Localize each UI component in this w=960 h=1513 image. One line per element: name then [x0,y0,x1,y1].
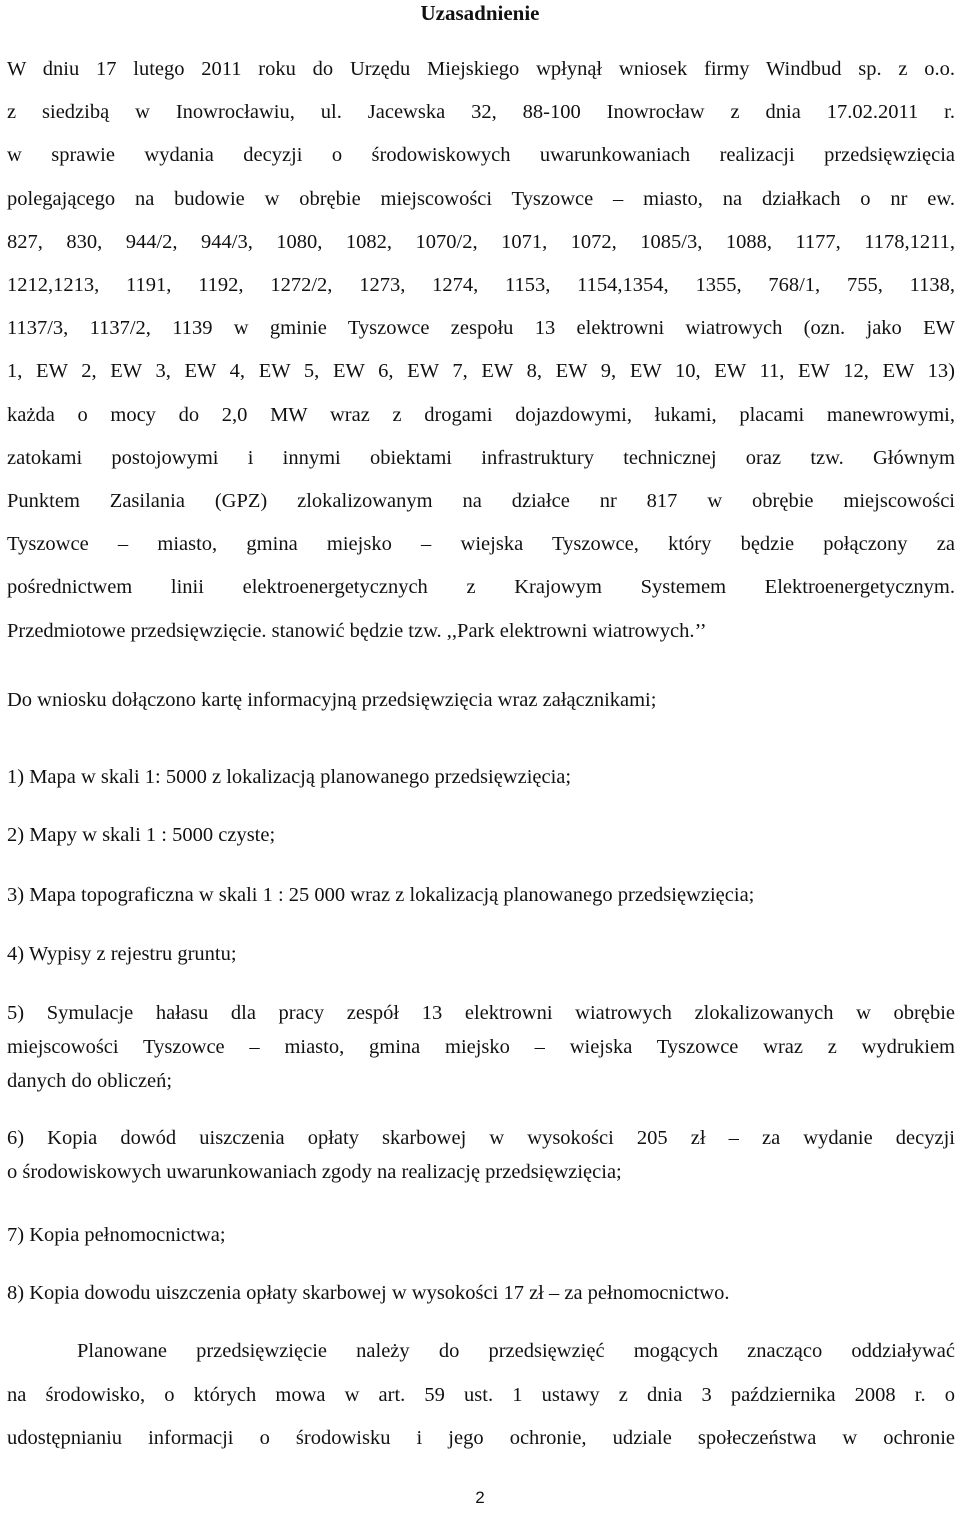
text-line: pośrednictwem linii elektroenergetycznych z Krajowym Systemem Elektroenergetycznym. [7,576,955,599]
list-item [7,1121,955,1189]
list-item [7,818,955,852]
text-line: Punktem Zasilania (GPZ) zlokalizowanym na działce nr 817 w obrębie miejscowości [7,490,955,513]
text-line: W dniu 17 lutego 2011 roku do Urzędu Miejskiego wpłynął wniosek firmy Windbud sp. z o.o. [7,58,955,80]
text-line: zatokami postojowymi i innymi obiektami infrastruktury technicznej oraz tzw. Głównym [7,446,955,469]
list-item-line: 4) Wypisy z rejestru gruntu; [7,943,237,965]
text-line: 1, EW 2, EW 3, EW 4, EW 5, EW 6, EW 7, EW 8, EW 9, EW 10, EW 11, EW 12, EW 13) [7,360,955,383]
text-line: polegającego na budowie w obrębie miejscowości Tyszowce – miasto, na działkach o nr ew. [7,187,955,210]
list-item-line: 6) Kopia dowód uiszczenia opłaty skarbowej w wysokości 205 zł – za wydanie decyzji [7,1127,955,1149]
paragraph-environmental-impact [7,1330,955,1461]
text-line: każda o mocy do 2,0 MW wraz z drogami dojazdowymi, łukami, placami manewrowymi, [7,403,955,426]
list-item-line: 2) Mapy w skali 1 : 5000 czyste; [7,824,276,846]
list-item-line: o środowiskowych uwarunkowaniach zgody na realizację przedsięwzięcia; [7,1161,622,1183]
list-item [7,1276,955,1310]
paragraph-attachments-intro: Do wniosku dołączono kartę informacyjną przedsięwzięcia wraz załącznikami; [7,689,657,711]
text-line: 1137/3, 1137/2, 1139 w gminie Tyszowce zespołu 13 elektrowni wiatrowych (ozn. jako EW [7,317,955,340]
text-line-content: Planowane przedsięwzięcie należy do przedsięwzięć mogących znacząco oddziaływać [77,1340,955,1362]
list-item-line: 3) Mapa topograficzna w skali 1 : 25 000 wraz z lokalizacją planowanego przedsięwzięcia; [7,884,755,906]
list-item [7,937,955,971]
list-item-line: 1) Mapa w skali 1: 5000 z lokalizacją planowanego przedsięwzięcia; [7,766,572,788]
list-item [7,1218,955,1252]
text-line: 1212,1213, 1191, 1192, 1272/2, 1273, 1274, 1153, 1154,1354, 1355, 768/1, 755, 1138, [7,274,955,297]
list-item [7,878,955,912]
text-line: Tyszowce – miasto, gmina miejsko – wiejska Tyszowce, który będzie połączony za [7,533,955,556]
text-line-content: udostępnianiu informacji o środowisku i jego ochronie, udziale społeczeństwa w ochronie [7,1427,955,1449]
paragraph-request-description [7,48,955,653]
text-line [7,1417,955,1461]
text-line [7,1330,955,1374]
text-line: 827, 830, 944/2, 944/3, 1080, 1082, 1070/2, 1071, 1072, 1085/3, 1088, 1177, 1178,1211, [7,230,955,253]
list-item-line: 5) Symulacje hałasu dla pracy zespół 13 elektrowni wiatrowych zlokalizowanych w obrębie [7,1002,955,1024]
list-item [7,996,955,1098]
document-title: Uzasadnienie [420,1,540,25]
text-line-content: na środowisko, o których mowa w art. 59 ust. 1 ustawy z dnia 3 października 2008 r. o [7,1383,955,1406]
text-line: z siedzibą w Inowrocławiu, ul. Jacewska 32, 88-100 Inowrocław z dnia 17.02.2011 r. [7,101,955,124]
list-item-line: danych do obliczeń; [7,1070,173,1092]
text-line [7,1374,955,1418]
list-item-line: 8) Kopia dowodu uiszczenia opłaty skarbowej w wysokości 17 zł – za pełnomocnictwo. [7,1282,730,1304]
list-item [7,760,955,794]
list-item-line: miejscowości Tyszowce – miasto, gmina miejsko – wiejska Tyszowce wraz z wydrukiem [7,1036,955,1058]
text-line: Przedmiotowe przedsięwzięcie. stanowić będzie tzw. ,,Park elektrowni wiatrowych.’’ [7,619,707,642]
list-item-line: 7) Kopia pełnomocnictwa; [7,1224,226,1246]
page-number: 2 [475,1488,485,1507]
text-line: w sprawie wydania decyzji o środowiskowych uwarunkowaniach realizacji przedsięwzięcia [7,144,955,167]
